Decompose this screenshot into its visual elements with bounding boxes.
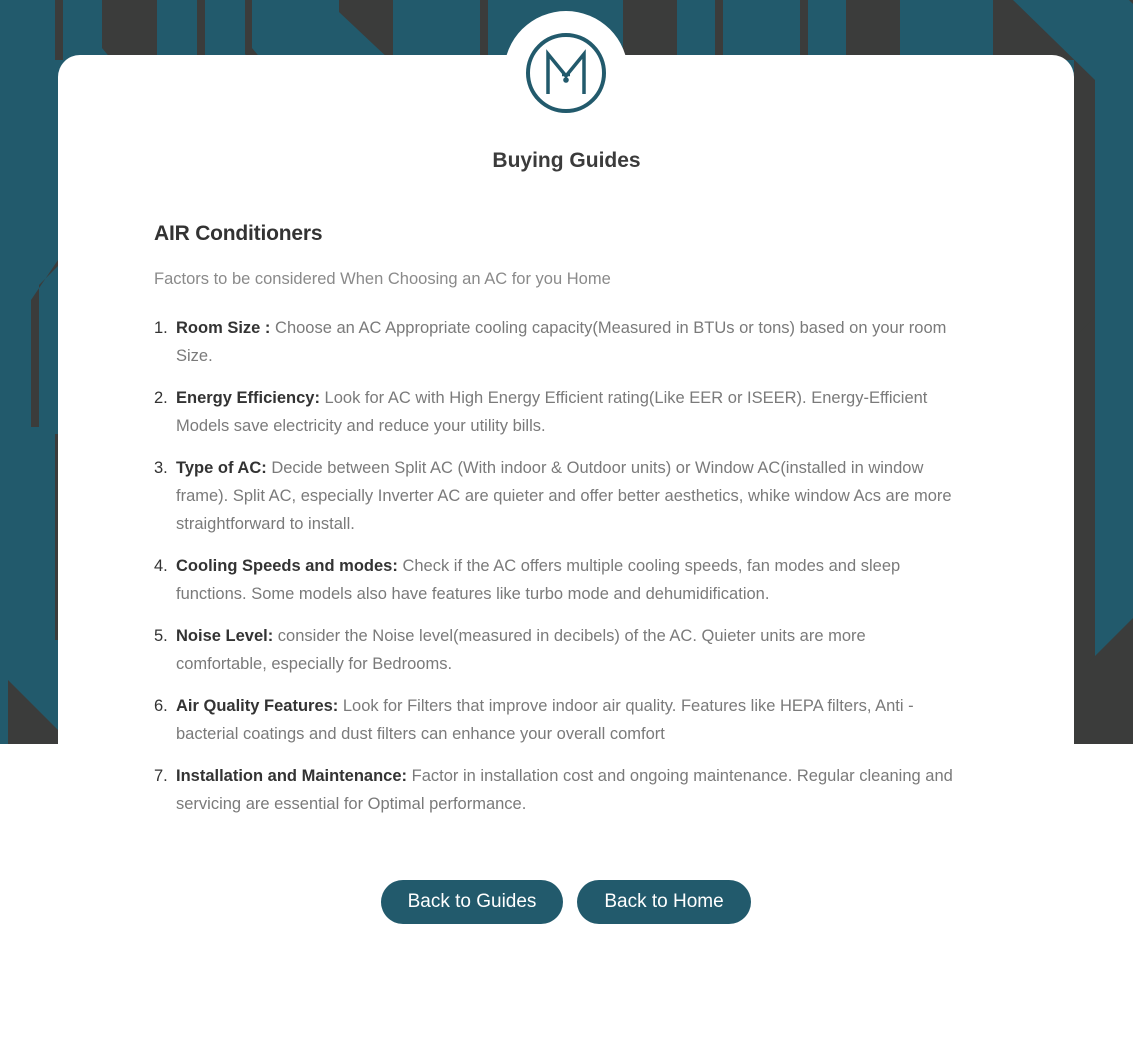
item-number: 4. (154, 557, 168, 575)
item-label: Noise Level: (176, 627, 274, 645)
item-number: 1. (154, 319, 168, 337)
item-text: Look for AC with High Energy Efficient rating(Like EER or ISEER). Energy-Efficient Models save electricity and reduce your utility bills. (176, 389, 928, 435)
bg-stripe (800, 0, 808, 60)
list-item (154, 622, 954, 678)
item-label: Air Quality Features: (176, 697, 339, 715)
item-number: 5. (154, 627, 168, 645)
bg-stripe (102, 0, 157, 60)
list-item (154, 552, 954, 608)
list-item (154, 454, 954, 538)
list-item (154, 692, 954, 748)
item-number: 7. (154, 767, 168, 785)
m-monogram-logo-icon (525, 32, 607, 114)
item-text: Factor in installation cost and ongoing maintenance. Regular cleaning and servicing are essential for Optimal performance. (176, 767, 953, 813)
bg-stripe (623, 0, 677, 60)
list-item (154, 384, 954, 440)
page-title: Buying Guides (492, 149, 641, 172)
list-item (154, 314, 954, 370)
item-label: Energy Efficiency: (176, 389, 320, 407)
back-to-guides-button[interactable]: Back to Guides (381, 880, 563, 924)
item-number: 3. (154, 459, 168, 477)
item-label: Room Size : (176, 319, 271, 337)
item-text: Check if the AC offers multiple cooling speeds, fan modes and sleep functions. Some models also have features like turbo mode and dehumidification. (176, 557, 901, 603)
item-number: 6. (154, 697, 168, 715)
item-text: Choose an AC Appropriate cooling capacity(Measured in BTUs or tons) based on your room Size. (176, 319, 947, 365)
item-text: consider the Noise level(measured in decibels) of the AC. Quieter units are more comfortable, especially for Bedrooms. (176, 627, 866, 673)
bg-stripe (55, 0, 63, 60)
item-text: Decide between Split AC (With indoor & Outdoor units) or Window AC(installed in window frame). Split AC, especially Inverter AC are quieter and offer better aesthetics, whike window Acs are more straightforward to install. (176, 459, 952, 533)
factors-list (154, 314, 954, 832)
action-buttons (0, 880, 1133, 924)
bg-stripe (480, 0, 488, 60)
intro-text: Factors to be considered When Choosing an AC for you Home (154, 270, 611, 288)
bg-stripe (197, 0, 205, 60)
bg-stripe (715, 0, 723, 60)
item-label: Installation and Maintenance: (176, 767, 408, 785)
list-item (154, 762, 954, 818)
logo-badge[interactable] (504, 11, 628, 135)
item-label: Cooling Speeds and modes: (176, 557, 398, 575)
back-to-home-button[interactable]: Back to Home (577, 880, 751, 924)
bg-stripe (846, 0, 900, 60)
item-label: Type of AC: (176, 459, 267, 477)
item-number: 2. (154, 389, 168, 407)
item-text: Look for Filters that improve indoor air quality. Features like HEPA filters, Anti -bacterial coatings and dust filters can enhance your overall comfort (176, 697, 914, 743)
section-title: AIR Conditioners (154, 222, 323, 245)
